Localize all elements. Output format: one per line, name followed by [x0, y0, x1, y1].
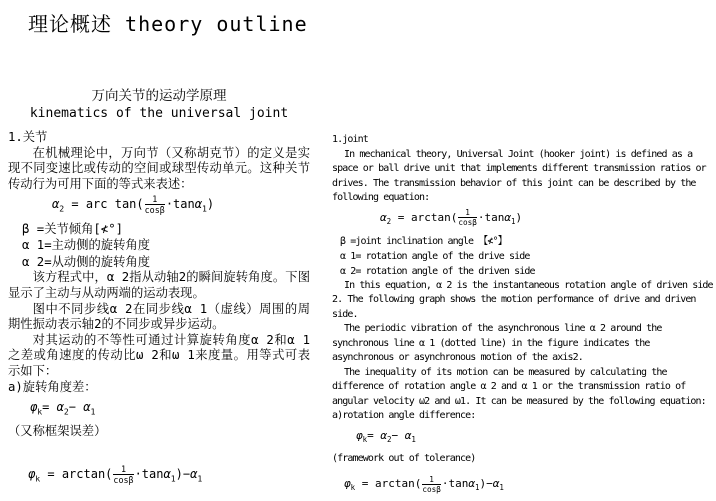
fraction-numerator: 1	[145, 195, 165, 205]
formula-subscript: k	[37, 406, 43, 417]
formula-subscript: 1	[511, 216, 516, 226]
left-definitions	[8, 221, 310, 271]
formula-operator: )	[515, 210, 523, 224]
left-paragraph-2: 该方程式中，α 2指从动轴2的瞬间旋转角度。下图显示了主动与从动两端的运动表现。	[8, 270, 310, 301]
formula-operator: )−	[479, 477, 493, 491]
formula-symbol: α	[380, 210, 387, 224]
formula-symbol: φ	[30, 400, 38, 415]
right-formula-expanded-difference	[332, 475, 714, 497]
left-formula-expanded-difference	[8, 465, 310, 488]
left-note: （又称框架误差）	[8, 423, 107, 438]
right-paragraph-1: In mechanical theory, Universal Joint (hooker joint) is defined as a space or ball drive unit that implements different transmission ratios or drives. The transmission behavior of this joint can be described by the following equation:	[332, 148, 706, 203]
formula-operator: =	[367, 428, 381, 442]
fraction-denominator: cosβ	[144, 205, 165, 216]
left-paragraph-3: 图中不同步线α 2在同步线α 1（虚线）周围的周期性振动表示轴2的不同步或异步运动。	[8, 301, 310, 332]
right-item-a: a)rotation angle difference:	[332, 410, 476, 422]
formula-subscript: 1	[411, 434, 416, 444]
right-definitions	[332, 234, 714, 279]
formula-symbol: α	[468, 477, 475, 491]
left-subtitle-en: kinematics of the universal joint	[29, 106, 289, 121]
formula-subscript: 1	[475, 483, 480, 493]
left-subtitle	[8, 88, 310, 122]
formula-subscript: 1	[90, 406, 96, 417]
formula-symbol: α	[492, 477, 500, 491]
right-note: (framework out of tolerance)	[332, 452, 476, 464]
right-formula-transmission	[332, 209, 714, 231]
formula-subscript: 1	[201, 203, 207, 214]
right-column-english	[332, 133, 714, 501]
formula-symbol: α	[380, 428, 387, 442]
formula-operator: ·tan	[441, 477, 469, 491]
formula-subscript: 1	[499, 483, 504, 493]
formula-subscript: 2	[59, 203, 65, 214]
left-def-alpha1: α 1=主动侧的旋转角度	[22, 238, 150, 253]
formula-operator: ·tan	[134, 467, 164, 482]
formula-subscript: k	[35, 473, 41, 484]
formula-symbol: φ	[344, 477, 351, 491]
left-formula-angle-difference	[8, 398, 310, 420]
left-paragraph-1: 在机械理论中，万向节（又称胡克节）的定义是实现不同变速比或传动的空间或球型传动单元。这种关节传动行为可用下面的等式来表述：	[8, 145, 310, 191]
fraction	[422, 476, 441, 494]
right-paragraph-2: In this equation, α 2 is the instantaneous rotation angle of driven side 2. The following graph shows the motion performance of drive and driven side.	[332, 279, 713, 320]
formula-symbol: α	[52, 197, 60, 212]
fraction-denominator: cosβ	[422, 484, 441, 494]
formula-operator: = arctan(	[391, 210, 458, 224]
formula-operator: = arctan(	[40, 467, 113, 482]
formula-symbol: α	[190, 467, 198, 482]
right-def-alpha2: α 2= rotation angle of the driven side	[340, 265, 535, 277]
formula-symbol: φ	[356, 428, 363, 442]
formula-operator: =	[42, 400, 57, 415]
formula-symbol: α	[163, 467, 171, 482]
formula-symbol: α	[504, 210, 511, 224]
left-formula-transmission	[8, 195, 310, 218]
formula-symbol: φ	[28, 467, 36, 482]
right-section-heading: 1.joint	[332, 134, 368, 145]
formula-symbol: α	[404, 428, 412, 442]
formula-symbol: α	[194, 197, 202, 212]
left-section-heading: 1.关节	[8, 130, 48, 144]
formula-subscript: 1	[170, 473, 176, 484]
fraction-numerator: 1	[113, 465, 133, 475]
formula-symbol: α	[56, 400, 64, 415]
right-paragraph-4: The inequality of its motion can be measured by calculating the difference of rotation angle α 2 and α 1 or the transmission ratio of angular velocity ω2 and ω1. It can be measured by the following equation:	[332, 366, 706, 407]
formula-subscript: 2	[387, 434, 392, 444]
formula-subscript: k	[350, 483, 356, 493]
page-title: 理论概述 theory outline	[28, 12, 308, 36]
fraction-numerator: 1	[422, 476, 441, 485]
left-paragraph-4: 对其运动的不等性可通过计算旋转角度α 2和α 1之差或角速度的传动比ω 2和ω 1来度量。用等式可表示如下：	[8, 332, 310, 379]
right-paragraph-3: The periodic vibration of the asynchronous line α 2 around the synchronous line α 1 (dotted line) in the figure indicates the asynchronous or asynchronous motion of the axis2.	[332, 323, 662, 364]
formula-subscript: k	[362, 434, 368, 444]
formula-operator: )	[206, 197, 215, 212]
fraction	[113, 465, 133, 485]
formula-operator: = arctan(	[355, 477, 422, 491]
right-def-alpha1: α 1= rotation angle of the drive side	[340, 250, 530, 262]
left-column-chinese	[8, 88, 310, 491]
formula-subscript: 1	[197, 473, 203, 484]
fraction	[458, 209, 477, 227]
formula-operator: −	[391, 428, 405, 442]
formula-subscript: 2	[63, 406, 69, 417]
fraction-denominator: cosβ	[458, 217, 477, 227]
fraction-numerator: 1	[458, 209, 477, 218]
formula-subscript: 2	[386, 216, 392, 226]
formula-operator: ·tan	[165, 197, 195, 212]
left-subtitle-zh: 万向关节的运动学原理	[91, 88, 227, 104]
formula-operator: )−	[175, 467, 191, 482]
left-def-beta: β =关节倾角[≮°]	[22, 221, 124, 236]
formula-symbol: α	[83, 400, 91, 415]
left-def-alpha2: α 2=从动侧的旋转角度	[22, 254, 150, 269]
fraction-denominator: cosβ	[113, 475, 134, 486]
formula-operator: = arc tan(	[64, 197, 144, 212]
fraction	[145, 195, 165, 215]
left-item-a: a)旋转角度差：	[8, 379, 97, 394]
right-def-beta: β =joint inclination angle 【≮°】	[340, 235, 507, 247]
formula-operator: −	[68, 400, 84, 415]
formula-operator: ·tan	[477, 210, 505, 224]
